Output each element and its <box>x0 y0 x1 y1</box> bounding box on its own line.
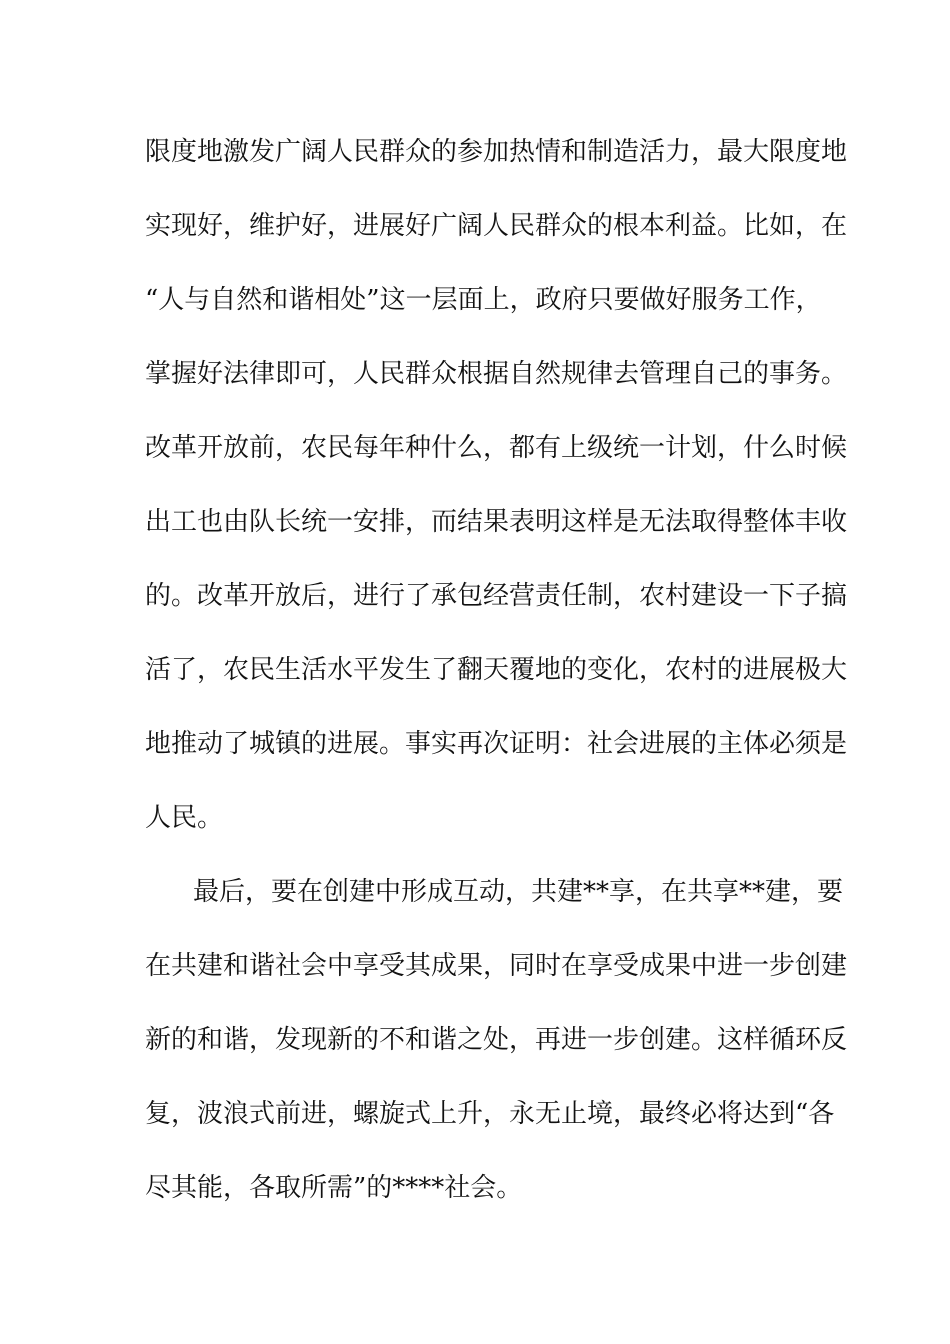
text-line: 人民。 <box>145 803 224 833</box>
text-line: 实现好，维护好，进展好广阔人民群众的根本利益。比如，在 <box>145 211 848 241</box>
text-line: 最后，要在创建中形成互动，共建**享，在共享**建，要 <box>193 877 844 907</box>
text-line: 改革开放前，农民每年种什么，都有上级统一计划，什么时候 <box>145 433 848 463</box>
text-line: 新的和谐，发现新的不和谐之处，再进一步创建。这样循环反 <box>145 1025 848 1055</box>
text-line: 在共建和谐社会中享受其成果，同时在享受成果中进一步创建 <box>145 951 848 981</box>
text-line: 尽其能，各取所需”的****社会。 <box>145 1173 523 1203</box>
text-line: 的。改革开放后，进行了承包经营责任制，农村建设一下子搞 <box>145 581 848 611</box>
text-line: 地推动了城镇的进展。事实再次证明：社会进展的主体必须是 <box>145 729 848 759</box>
text-line: 掌握好法律即可，人民群众根据自然规律去管理自己的事务。 <box>145 359 848 389</box>
text-line: 复，波浪式前进，螺旋式上升，永无止境，最终必将达到“各 <box>145 1099 835 1129</box>
text-line: 出工也由队长统一安排，而结果表明这样是无法取得整体丰收 <box>145 507 848 537</box>
text-line: 限度地激发广阔人民群众的参加热情和制造活力，最大限度地 <box>145 137 848 167</box>
text-line: “人与自然和谐相处”这一层面上，政府只要做好服务工作， <box>145 285 822 315</box>
text-line: 活了，农民生活水平发生了翻天覆地的变化，农村的进展极大 <box>145 655 848 685</box>
